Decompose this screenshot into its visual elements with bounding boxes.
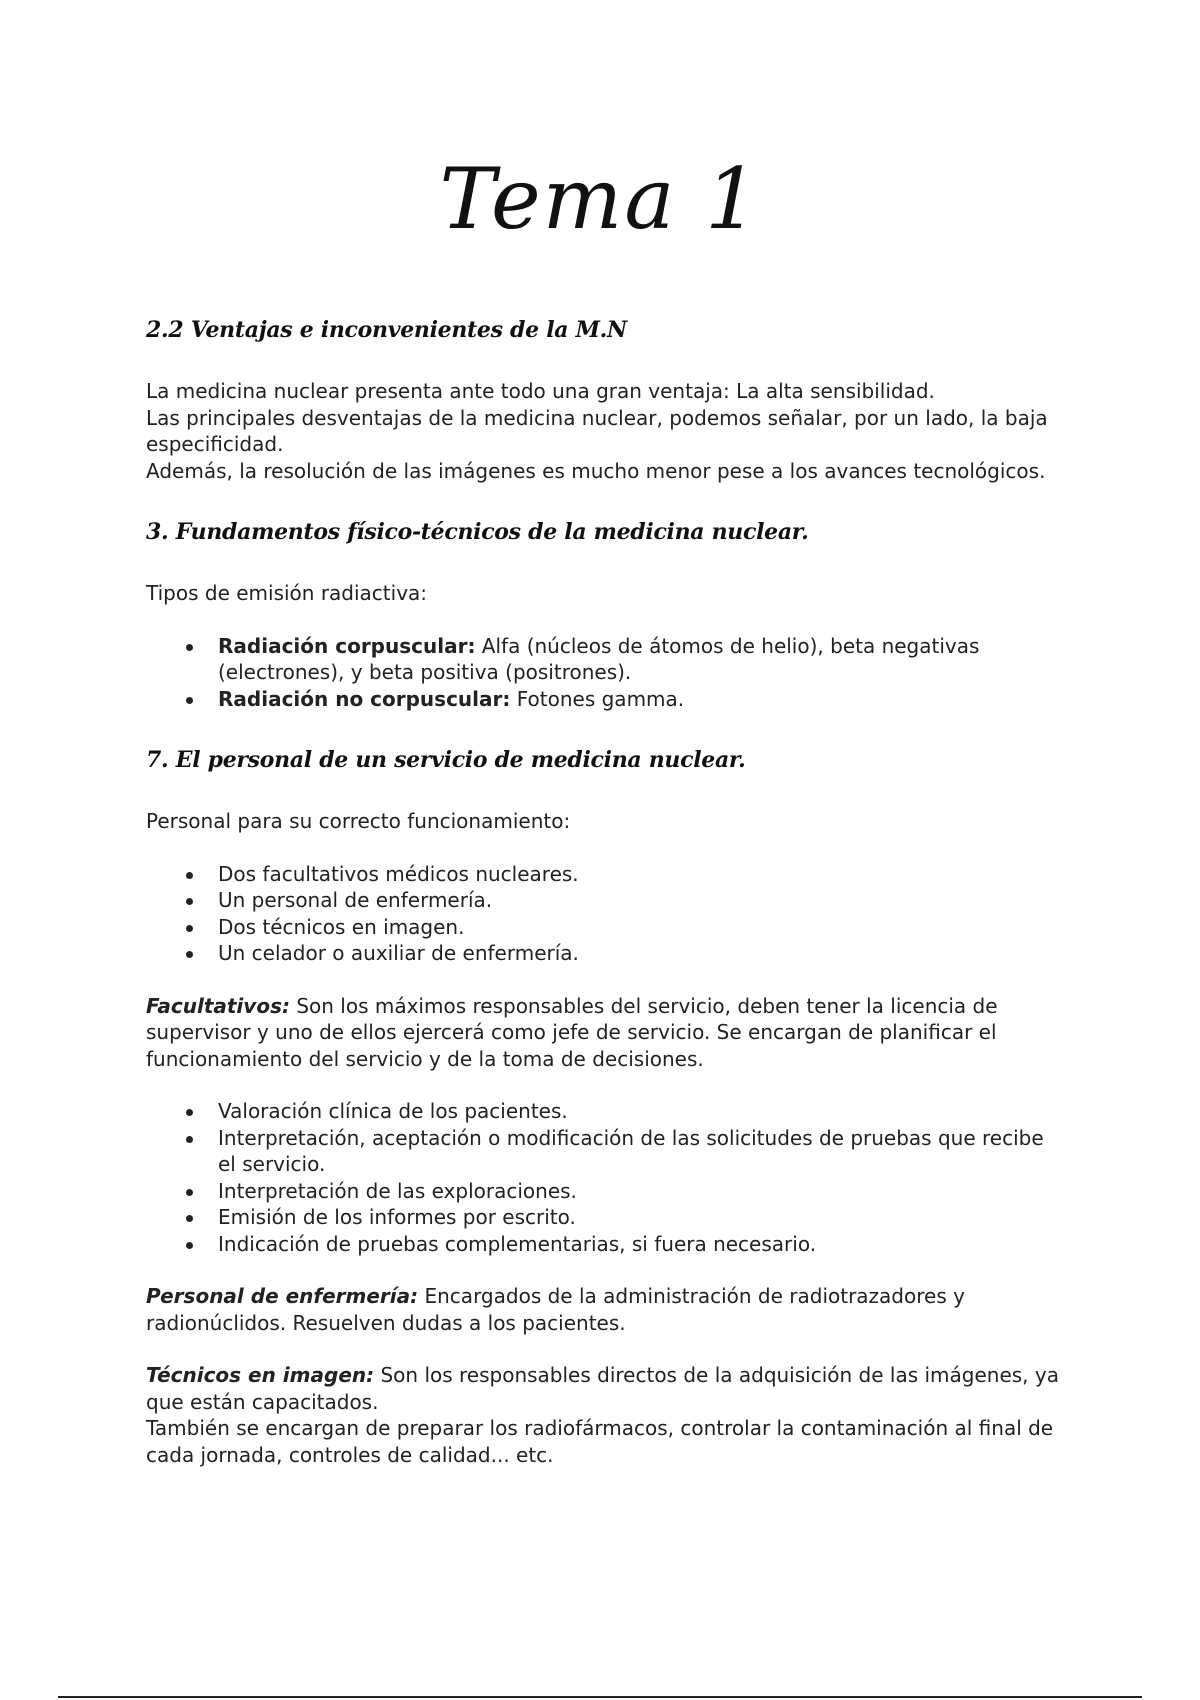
emission-list bbox=[146, 633, 1066, 713]
list-item: Un personal de enfermería. bbox=[218, 887, 1066, 914]
tecnicos-paragraph bbox=[146, 1362, 1066, 1415]
staff-list bbox=[146, 861, 1066, 967]
list-item bbox=[218, 633, 1066, 686]
enfermeria-text: Encargados de la administración de radiotrazadores y radionúclidos. Resuelven dudas a los pacientes. bbox=[146, 1284, 965, 1335]
enfermeria-label: Personal de enfermería: bbox=[146, 1284, 419, 1308]
facultativos-paragraph bbox=[146, 993, 1066, 1073]
list-item: Interpretación de las exploraciones. bbox=[218, 1178, 1066, 1205]
list-item: Interpretación, aceptación o modificación de las solicitudes de pruebas que recibe el servicio. bbox=[218, 1125, 1066, 1178]
list-item bbox=[218, 686, 1066, 713]
section-heading-fundamentos: 3. Fundamentos físico-técnicos de la medicina nuclear. bbox=[146, 519, 809, 545]
tecnicos-label: Técnicos en imagen: bbox=[146, 1363, 375, 1387]
tecnicos-text: Son los responsables directos de la adquisición de las imágenes, ya que están capacitados. bbox=[146, 1363, 1059, 1414]
facultativos-text: Son los máximos responsables del servicio, deben tener la licencia de supervisor y uno de ellos ejercerá como jefe de servicio. Se encargan de planificar el funcionamiento del servicio y de la toma de decisiones. bbox=[146, 993, 998, 1071]
enfermeria-paragraph bbox=[146, 1283, 1066, 1336]
list-item: Indicación de pruebas complementarias, si fuera necesario. bbox=[218, 1231, 1066, 1258]
footer-divider bbox=[58, 1696, 1142, 1698]
list-item-label: Radiación corpuscular: bbox=[218, 633, 476, 658]
section-heading-personal: 7. El personal de un servicio de medicina nuclear. bbox=[146, 747, 746, 773]
document-body bbox=[146, 316, 1066, 1468]
list-item: Dos técnicos en imagen. bbox=[218, 914, 1066, 941]
list-item: Un celador o auxiliar de enfermería. bbox=[218, 940, 1066, 967]
list-item-label: Radiación no corpuscular: bbox=[218, 686, 511, 711]
facultativos-list bbox=[146, 1098, 1066, 1257]
paragraph: Tipos de emisión radiactiva: bbox=[146, 581, 428, 605]
paragraph: La medicina nuclear presenta ante todo una gran ventaja: La alta sensibilidad. bbox=[146, 379, 935, 403]
paragraph: Personal para su correcto funcionamiento: bbox=[146, 809, 571, 833]
list-item: Emisión de los informes por escrito. bbox=[218, 1204, 1066, 1231]
tecnicos-extra-paragraph: También se encargan de preparar los radiofármacos, controlar la contaminación al final de cada jornada, controles de calidad... etc. bbox=[146, 1416, 1054, 1467]
list-item-text: Alfa (núcleos de átomos de helio), beta negativas (electrones), y beta positiva (positrones). bbox=[218, 633, 980, 684]
list-item: Valoración clínica de los pacientes. bbox=[218, 1098, 1066, 1125]
paragraph: Además, la resolución de las imágenes es mucho menor pese a los avances tecnológicos. bbox=[146, 458, 1046, 483]
section-heading-ventajas: 2.2 Ventajas e inconvenientes de la M.N bbox=[146, 317, 627, 343]
facultativos-label: Facultativos: bbox=[146, 993, 290, 1018]
page-title: Tema 1 bbox=[439, 150, 761, 248]
list-item-text: Fotones gamma. bbox=[510, 686, 685, 711]
list-item: Dos facultativos médicos nucleares. bbox=[218, 861, 1066, 888]
paragraph: Las principales desventajas de la medicina nuclear, podemos señalar, por un lado, la baja especificidad. bbox=[146, 405, 1048, 456]
